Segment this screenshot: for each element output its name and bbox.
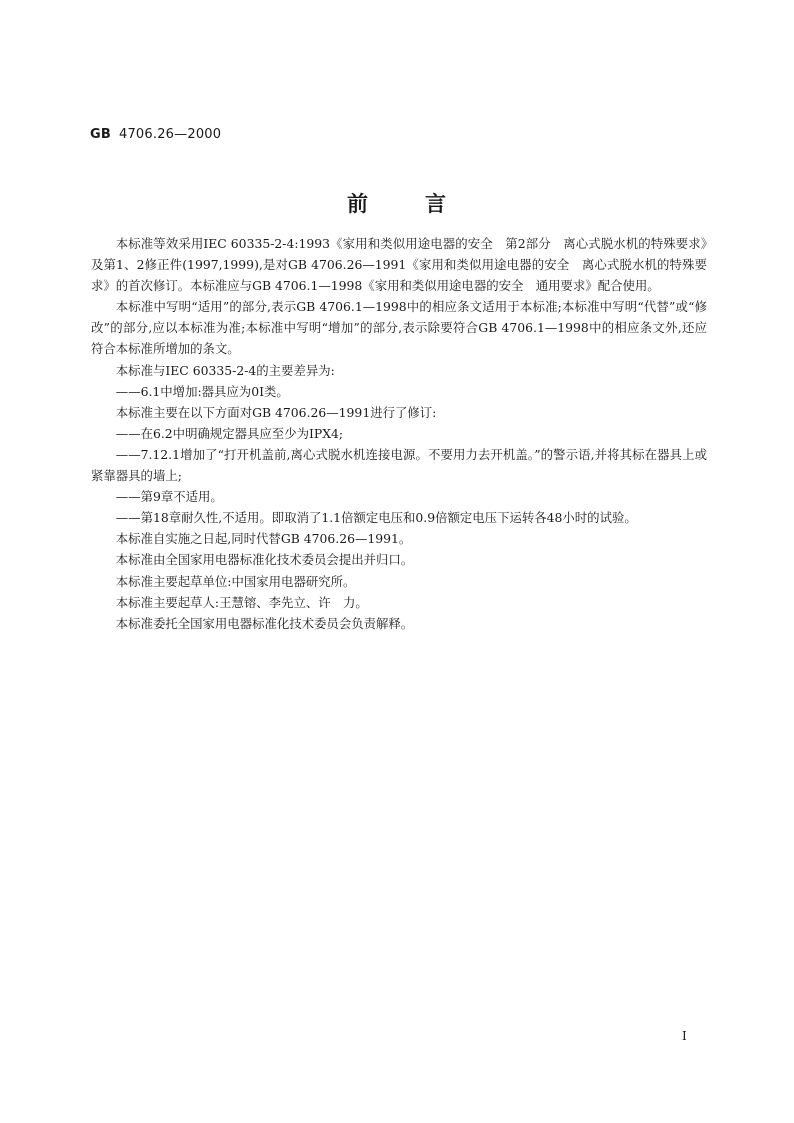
list-item-revision-chapter9: ——第9章不适用。	[115, 489, 223, 505]
foreword-body	[91, 233, 707, 634]
title-char-1: 前	[347, 192, 369, 216]
paragraph-replacement: 本标准自实施之日起,同时代替GB 4706.26—1991。	[115, 531, 412, 547]
paragraph-interpretation: 本标准委托全国家用电器标准化技术委员会负责解释。	[115, 615, 414, 631]
paragraph-equivalence: 本标准等效采用IEC 60335-2-4:1993《家用和类似用途电器的安全 第2部分 离心式脱水机的特殊要求》及第1、2修正件(1997,1999),是对GB 4706.26—1991《家用和类似用途电器的安全 离心式脱水机的特殊要求》的首次修订。本标准应与GB 4706.1—1998《家用和类似用途电器的安全 通用要求》配合使用。	[91, 236, 707, 294]
standard-prefix: GB	[90, 127, 111, 142]
page-number: I	[682, 1029, 687, 1043]
list-item-difference: ——6.1中增加:器具应为0Ⅰ类。	[115, 383, 289, 399]
page-title	[0, 188, 794, 218]
list-item-revision-warning: ——7.12.1增加了“打开机盖前,离心式脱水机连接电源。不要用力去开机盖。”的警示语,并将其标在器具上或紧靠器具的墙上;	[91, 446, 707, 484]
list-item-revision-chapter18: ——第18章耐久性,不适用。即取消了1.1倍额定电压和0.9倍额定电压下运转各48小时的试验。	[115, 510, 637, 526]
paragraph-differences-intro: 本标准与IEC 60335-2-4的主要差异为:	[115, 362, 335, 378]
title-char-2: 言	[425, 192, 447, 216]
paragraph-revisions-intro: 本标准主要在以下方面对GB 4706.26—1991进行了修订:	[115, 404, 437, 420]
standard-number: 4706.26—2000	[118, 127, 222, 142]
paragraph-proposer: 本标准由全国家用电器标准化技术委员会提出并归口。	[115, 552, 414, 568]
paragraph-applicability: 本标准中写明“适用”的部分,表示GB 4706.1—1998中的相应条文适用于本标准;本标准中写明“代替”或“修改”的部分,应以本标准为准;本标准中写明“增加”的部分,表示除要符合GB 4706.1—1998中的相应条文外,还应符合本标准所增加的条文。	[91, 299, 707, 357]
paragraph-drafting-unit: 本标准主要起草单位:中国家用电器研究所。	[115, 573, 356, 589]
standard-code	[90, 127, 221, 142]
list-item-revision-ipx4: ——在6.2中明确规定器具应至少为IPX4;	[115, 425, 344, 441]
paragraph-drafters: 本标准主要起草人:王慧镕、李先立、许 力。	[115, 594, 368, 610]
